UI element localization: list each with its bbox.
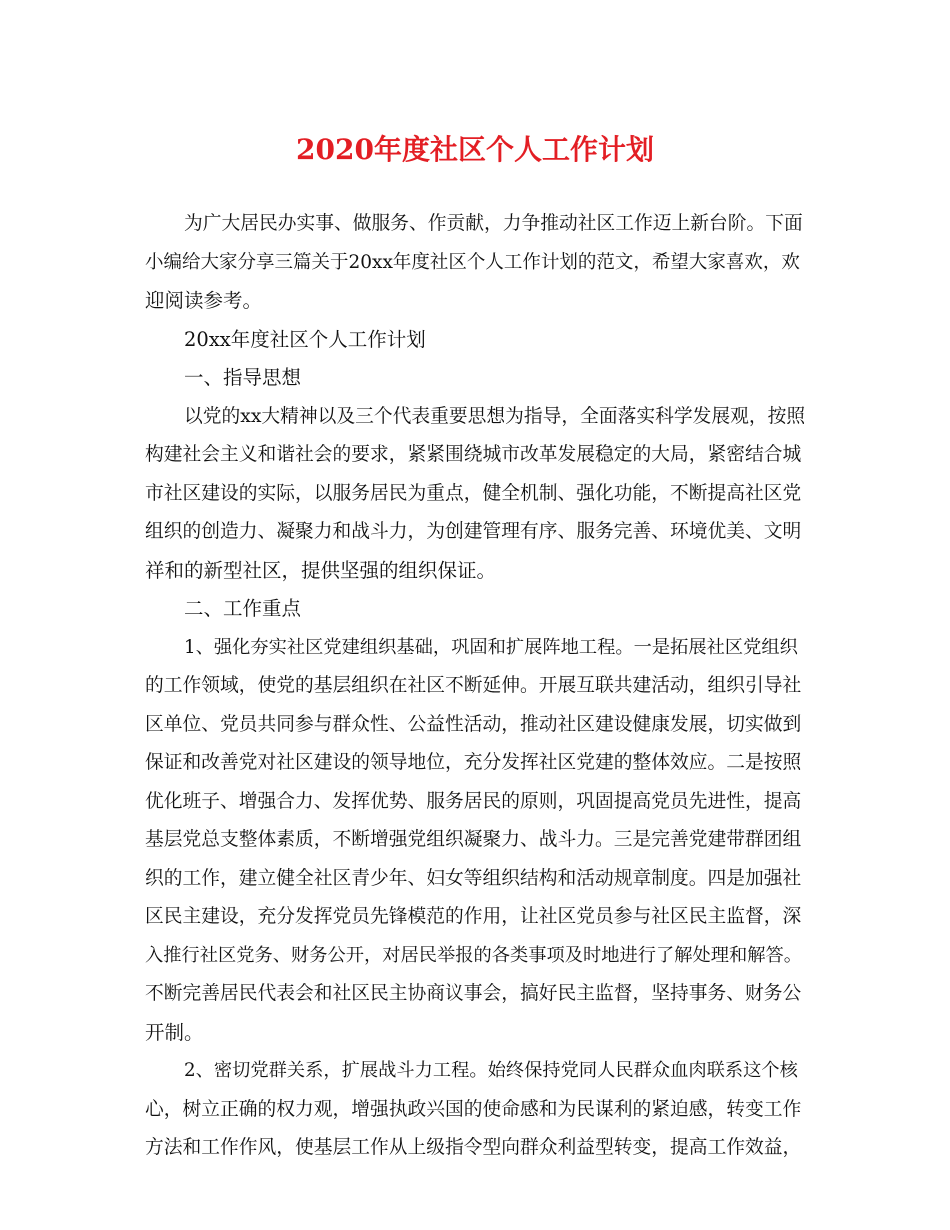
text-line: 心，树立正确的权力观，增强执政兴国的使命感和为民谋利的紧迫感，转变工作	[145, 1098, 802, 1120]
text-line: 的工作领域，使党的基层组织在社区不断延伸。开展互联共建活动，组织引导社	[145, 675, 802, 696]
text-line: 不断完善居民代表会和社区民主协商议事会，搞好民主监督，坚持事务、财务公	[145, 983, 802, 1004]
text-line: 区单位、党员共同参与群众性、公益性活动，推动社区建设健康发展，切实做到	[145, 713, 802, 735]
text-line: 迎阅读参考。	[145, 289, 263, 312]
text-line: 市社区建设的实际，以服务居民为重点，健全机制、强化功能，不断提高社区党	[145, 482, 802, 504]
document-body	[145, 205, 805, 1168]
text-line: 为广大居民办实事、做服务、作贡献，力争推动社区工作迈上新台阶。下面	[184, 213, 803, 234]
text-line: 构建社会主义和谐社会的要求，紧紧围绕城市改革发展稳定的大局，紧密结合城	[145, 444, 802, 465]
text-line: 祥和的新型社区，提供坚强的组织保证。	[145, 558, 497, 582]
text-line: 以党的xx大精神以及三个代表重要思想为指导，全面落实科学发展观，按照	[184, 405, 806, 427]
text-line: 1、强化夯实社区党建组织基础，巩固和扩展阵地工程。一是拓展社区党组织	[184, 636, 798, 658]
text-line: 20xx年度社区个人工作计划	[184, 327, 426, 351]
text-line: 2、密切党群关系，扩展战斗力工程。始终保持党同人民群众血肉联系这个核	[184, 1060, 798, 1081]
text-line: 优化班子、增强合力、发挥优势、服务居民的原则，巩固提高党员先进性，提高	[145, 790, 802, 812]
text-line: 织的工作，建立健全社区青少年、妇女等组织结构和活动规章制度。四是加强社	[145, 867, 802, 889]
text-line: 小编给大家分享三篇关于20xx年度社区个人工作计划的范文，希望大家喜欢，欢	[145, 251, 800, 273]
text-line: 二、工作重点	[184, 597, 302, 620]
text-line: 方法和工作作风，使基层工作从上级指令型向群众利益型转变，提高工作效益，	[145, 1137, 802, 1158]
text-line: 入推行社区党务、财务公开，对居民举报的各类事项及时地进行了解处理和解答。	[145, 944, 802, 966]
text-line: 保证和改善党对社区建设的领导地位，充分发挥社区党建的整体效应。二是按照	[145, 752, 802, 773]
text-line: 开制。	[145, 1020, 204, 1044]
text-line: 基层党总支整体素质，不断增强党组织凝聚力、战斗力。三是完善党建带群团组	[145, 829, 802, 850]
text-line: 一、指导思想	[184, 366, 302, 389]
text-line: 区民主建设，充分发挥党员先锋模范的作用，让社区党员参与社区民主监督，深	[145, 906, 802, 927]
text-line: 组织的创造力、凝聚力和战斗力，为创建管理有序、服务完善、环境优美、文明	[145, 521, 802, 542]
document-title: 2020年度社区个人工作计划	[296, 133, 654, 166]
